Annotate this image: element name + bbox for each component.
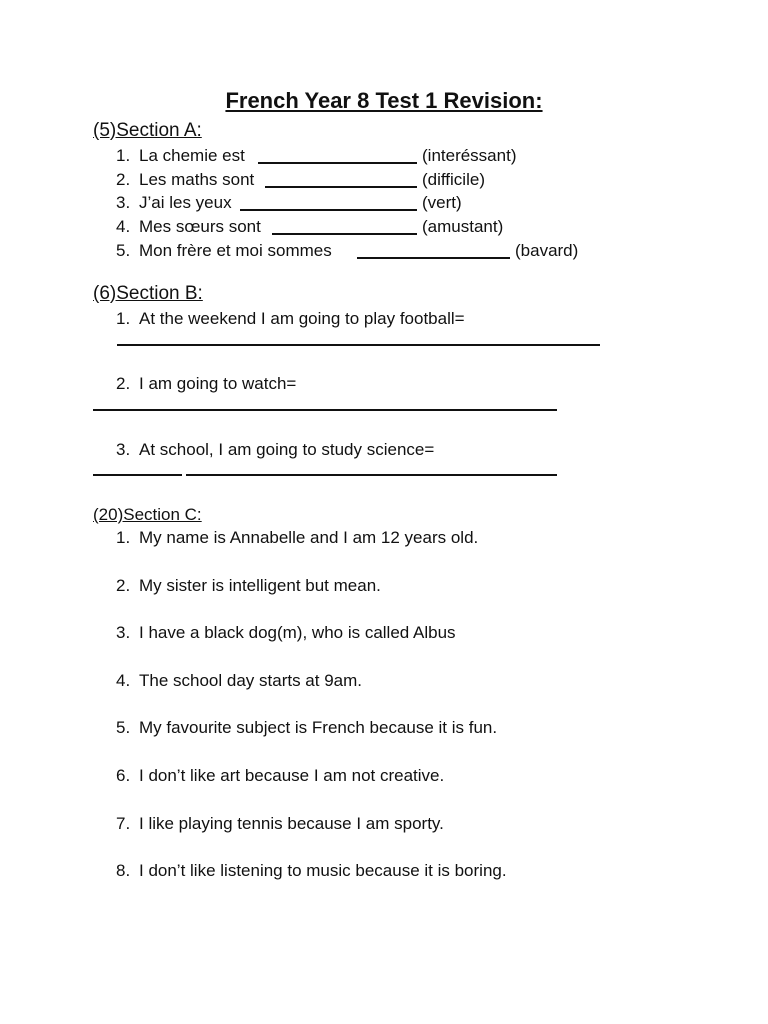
item-hint: (difficile) (422, 170, 485, 189)
answer-blank[interactable] (272, 233, 417, 235)
item-number: 8. (116, 861, 131, 880)
item-number: 1. (116, 146, 131, 165)
item-number: 1. (116, 309, 131, 328)
item-number: 4. (116, 217, 131, 236)
item-hint: (interéssant) (422, 146, 517, 165)
section-c-heading: (20)Section C: (93, 505, 202, 524)
item-number: 3. (116, 623, 131, 642)
item-text: At the weekend I am going to play football= (139, 309, 465, 328)
item-number: 7. (116, 814, 131, 833)
answer-blank[interactable] (265, 186, 417, 188)
section-a-heading: (5)Section A: (93, 120, 202, 141)
item-hint: (vert) (422, 193, 462, 212)
item-number: 1. (116, 528, 131, 547)
item-text: I don’t like art because I am not creative. (139, 766, 445, 785)
item-text: My name is Annabelle and I am 12 years old. (139, 528, 479, 547)
item-number: 4. (116, 671, 131, 690)
item-number: 2. (116, 170, 131, 189)
item-number: 3. (116, 193, 131, 212)
answer-blank[interactable] (357, 257, 510, 259)
item-number: 5. (116, 718, 131, 737)
item-text: I like playing tennis because I am sporty. (139, 814, 444, 833)
item-text: Mon frère et moi sommes (139, 241, 332, 260)
item-number: 2. (116, 374, 131, 393)
answer-blank[interactable] (186, 474, 557, 476)
item-text: The school day starts at 9am. (139, 671, 362, 690)
answer-blank[interactable] (93, 474, 182, 476)
answer-blank[interactable] (240, 209, 417, 211)
item-text: J’ai les yeux (139, 193, 232, 212)
item-number: 2. (116, 576, 131, 595)
item-text: My sister is intelligent but mean. (139, 576, 381, 595)
item-text: At school, I am going to study science= (139, 440, 435, 459)
item-text: I don’t like listening to music because it is boring. (139, 861, 507, 880)
item-text: La chemie est (139, 146, 245, 165)
section-b-heading: (6)Section B: (93, 283, 203, 304)
page-title: French Year 8 Test 1 Revision: (225, 88, 543, 113)
item-text: My favourite subject is French because it is fun. (139, 718, 498, 737)
item-text: I have a black dog(m), who is called Albus (139, 623, 456, 642)
answer-blank[interactable] (93, 409, 557, 411)
item-number: 5. (116, 241, 131, 260)
item-number: 6. (116, 766, 131, 785)
item-text: Les maths sont (139, 170, 255, 189)
item-text: I am going to watch= (139, 374, 297, 393)
item-hint: (amustant) (422, 217, 504, 236)
answer-blank[interactable] (258, 162, 417, 164)
answer-blank[interactable] (117, 344, 600, 346)
item-text: Mes sœurs sont (139, 217, 261, 236)
item-hint: (bavard) (515, 241, 579, 260)
item-number: 3. (116, 440, 131, 459)
